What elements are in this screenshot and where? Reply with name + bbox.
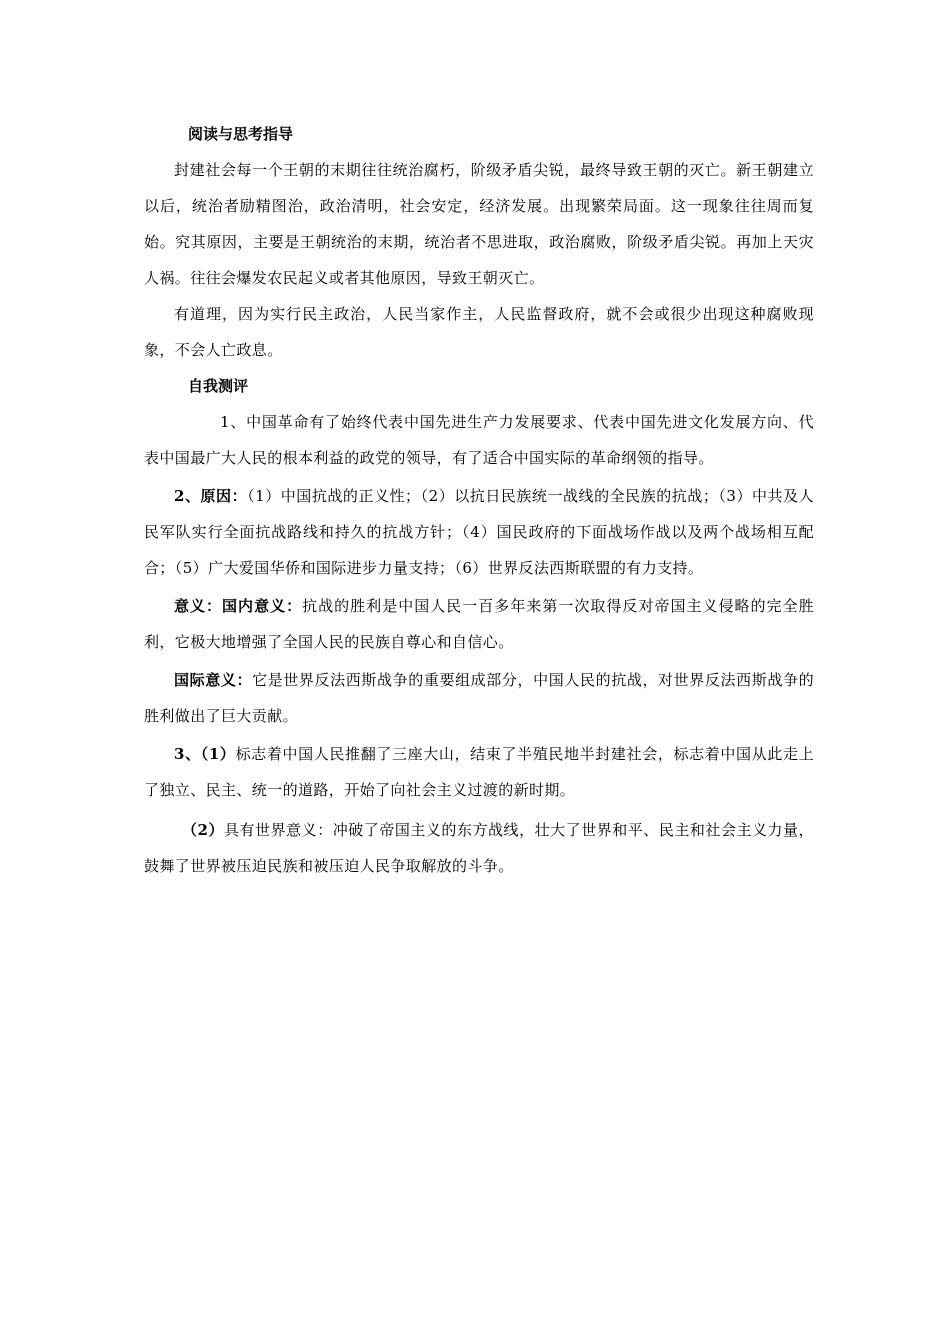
answer-3b-text: 具有世界意义：冲破了帝国主义的东方战线，壮大了世界和平、民主和社会主义力量，鼓舞了世界被压迫民族和被压迫人民争取解放的斗争。: [144, 821, 814, 875]
guide-paragraph-2: 有道理，因为实行民主政治，人民当家作主，人民监督政府，就不会或很少出现这种腐败现象，不会人亡政息。: [144, 305, 814, 359]
guide-paragraph-1: 封建社会每一个王朝的末期往往统治腐朽，阶级矛盾尖锐，最终导致王朝的灭亡。新王朝建立以后，统治者励精图治，政治清明，社会安定，经济发展。出现繁荣局面。这一现象往往周而复始。究其原因，主要是王朝统治的末期，统治者不思进取，政治腐败，阶级矛盾尖锐。再加上天灾人祸。往往会爆发农民起义或者其他原因，导致王朝灭亡。: [144, 161, 814, 287]
answer-2-reasons: [144, 478, 814, 586]
answer-3-text: 标志着中国人民推翻了三座大山，结束了半殖民地半封建社会，标志着中国从此走上了独立、民主、统一的道路，开始了向社会主义过渡的新时期。: [144, 745, 814, 799]
meaning-label: 意义：国内意义：: [174, 597, 303, 615]
answer-1: 1、中国革命有了始终代表中国先进生产力发展要求、代表中国先进文化发展方向、代表中国最广大人民的根本利益的政党的领导，有了适合中国实际的革命纲领的指导。: [144, 413, 814, 467]
section-heading-self-assessment: 自我测评: [188, 377, 249, 395]
answer-2-text: （1）中国抗战的正义性；（2）以抗日民族统一战线的全民族的抗战；（3）中共及人民军队实行全面抗战路线和持久的抗战方针；（4）国民政府的下面战场作战以及两个战场相互配合；（5）广大爱国华侨和国际进步力量支持；（6）世界反法西斯联盟的有力支持。: [144, 487, 815, 577]
answer-2-international-meaning: [144, 662, 814, 734]
answer-3-part-2: [144, 812, 814, 884]
section-heading-reading-guide: 阅读与思考指导: [188, 125, 294, 143]
answer-3-label: 3、（1）: [174, 745, 236, 763]
meaning-text: 抗战的胜利是中国人民一百多年来第一次取得反对帝国主义侵略的完全胜利，它极大地增强了全国人民的民族自尊心和自信心。: [144, 597, 814, 651]
answer-3-part-1: [144, 736, 814, 808]
international-meaning-text: 它是世界反法西斯战争的重要组成部分，中国人民的抗战，对世界反法西斯战争的胜利做出了巨大贡献。: [144, 671, 814, 725]
document-body: [144, 116, 814, 884]
answer-2-domestic-meaning: [144, 588, 814, 660]
answer-3b-label: （2）: [182, 821, 225, 839]
answer-2-label: 2、原因：: [174, 487, 248, 505]
international-meaning-label: 国际意义：: [174, 671, 253, 689]
